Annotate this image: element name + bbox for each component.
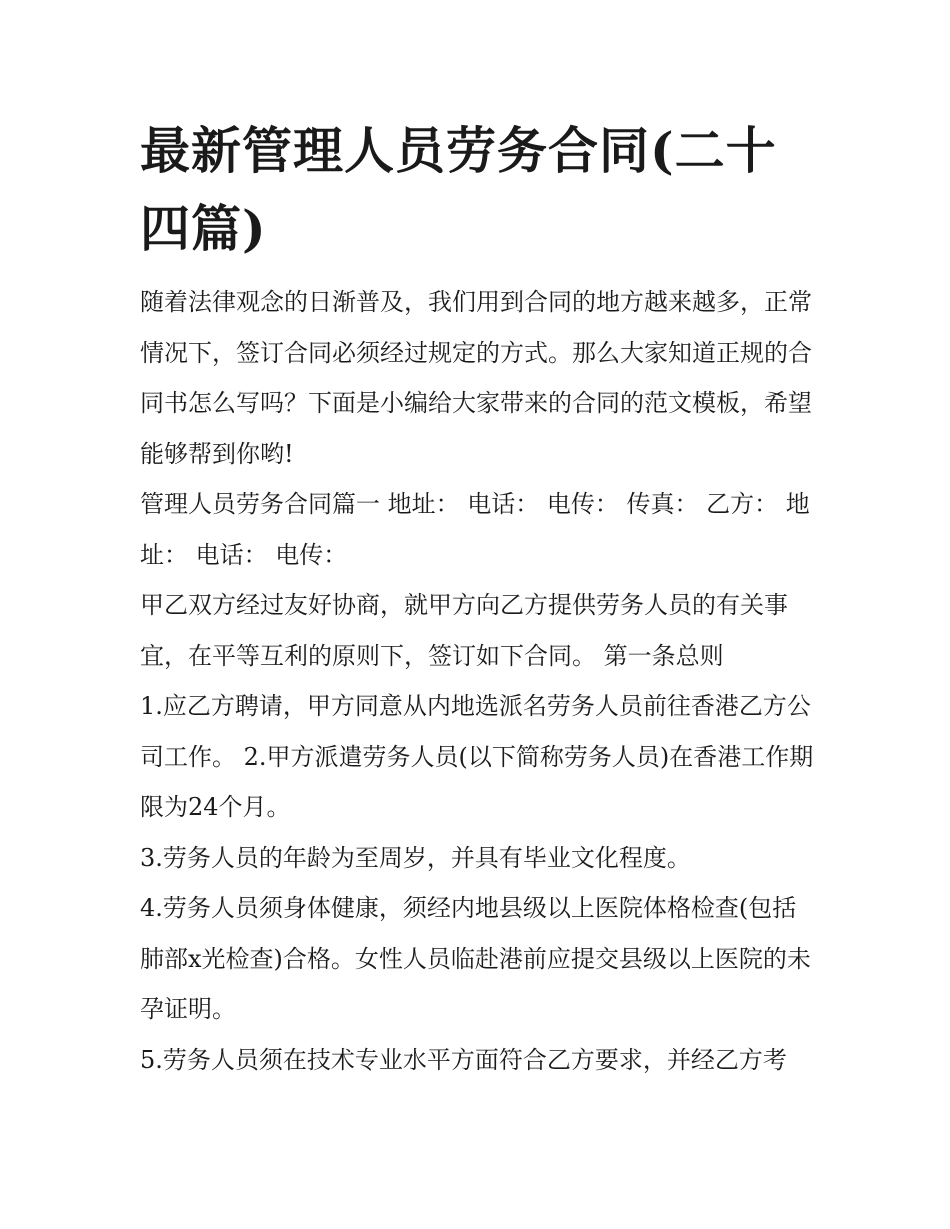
clause-4-paragraph: 4.劳务人员须身体健康，须经内地县级以上医院体格检查(包括肺部x光检查)合格。女性人员临赴港前应提交县级以上医院的未孕证明。 [140,894,811,1023]
contract-parties-paragraph: 管理人员劳务合同篇一 地址： 电话： 电传： 传真： 乙方： 地址： 电话： 电传： [140,490,810,569]
document-title: 最新管理人员劳务合同(二十四篇) [140,121,777,258]
clause-3-paragraph: 3.劳务人员的年龄为至周岁，并具有毕业文化程度。 [140,843,691,872]
intro-paragraph: 随着法律观念的日渐普及，我们用到合同的地方越来越多，正常情况下，签订合同必须经过规定的方式。那么大家知道正规的合同书怎么写吗？下面是小编给大家带来的合同的范文模板，希望能够帮到你哟! [140,288,812,468]
clause-1-2-paragraph: 1.应乙方聘请，甲方同意从内地选派名劳务人员前往香港乙方公司工作。 2.甲方派遣劳务人员(以下简称劳务人员)在香港工作期限为24个月。 [140,692,814,821]
document-body [140,277,815,1085]
preamble-paragraph: 甲乙双方经过友好协商，就甲方向乙方提供劳务人员的有关事宜，在平等互利的原则下，签订如下合同。 第一条总则 [140,591,788,670]
clause-5-paragraph: 5.劳务人员须在技术专业水平方面符合乙方要求，并经乙方考 [140,1045,787,1074]
